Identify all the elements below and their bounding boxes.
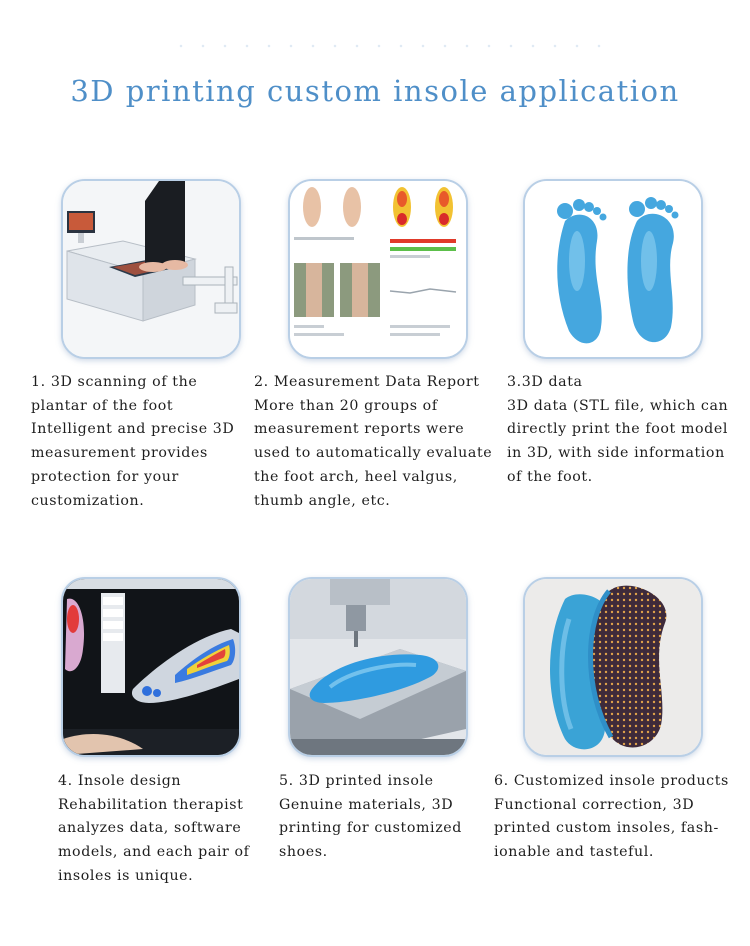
caption-line: measurement provides [31, 445, 208, 462]
caption-line: insoles is unique. [58, 867, 194, 884]
caption-line: ionable and tasteful. [494, 844, 654, 861]
caption-4 [58, 770, 250, 889]
3d-printer-photo [288, 577, 468, 757]
caption-line: plantar of the foot [31, 397, 174, 414]
3d-foot-model-photo [523, 179, 703, 359]
caption-line: in 3D, with side information [507, 445, 725, 462]
caption-line: models, and each pair of [58, 844, 250, 861]
caption-line: 5. 3D printed insole [279, 773, 434, 789]
caption-line: protection for your [31, 468, 179, 485]
caption-line: Rehabilitation therapist [58, 796, 244, 813]
finished-insoles-photo [523, 577, 703, 757]
foot-scanner-photo [61, 179, 241, 359]
caption-line: of the foot. [507, 468, 593, 485]
caption-line: Intelligent and precise 3D [31, 421, 235, 438]
page-title: 3D printing custom insole application [70, 74, 680, 108]
caption-line: printing for customized [279, 820, 462, 837]
insole-design-software-photo [61, 577, 241, 757]
caption-line: 1. 3D scanning of the [31, 374, 198, 390]
caption-line: More than 20 groups of [254, 397, 438, 414]
measurement-report-photo [288, 179, 468, 359]
caption-5 [279, 770, 462, 865]
caption-line: 6. Customized insole products [494, 773, 729, 789]
caption-3 [507, 371, 728, 490]
caption-line: Genuine materials, 3D [279, 796, 454, 813]
caption-line: 3.3D data [507, 374, 583, 390]
caption-line: used to automatically evaluate [254, 445, 493, 462]
caption-line: Functional correction, 3D [494, 796, 695, 813]
caption-line: customization. [31, 492, 145, 509]
decorative-dots [170, 44, 610, 48]
caption-1 [31, 371, 234, 513]
caption-line: thumb angle, etc. [254, 492, 391, 509]
caption-line: analyzes data, software [58, 820, 242, 837]
caption-line: directly print the foot model [507, 421, 728, 438]
caption-line: shoes. [279, 844, 328, 861]
caption-line: 2. Measurement Data Report [254, 374, 480, 390]
caption-6 [494, 770, 729, 865]
caption-2 [254, 371, 492, 513]
caption-line: printed custom insoles, fash- [494, 820, 719, 837]
caption-line: 3D data (STL file, which can [507, 397, 729, 414]
caption-line: 4. Insole design [58, 773, 182, 789]
caption-line: measurement reports were [254, 421, 465, 438]
caption-line: the foot arch, heel valgus, [254, 468, 458, 485]
